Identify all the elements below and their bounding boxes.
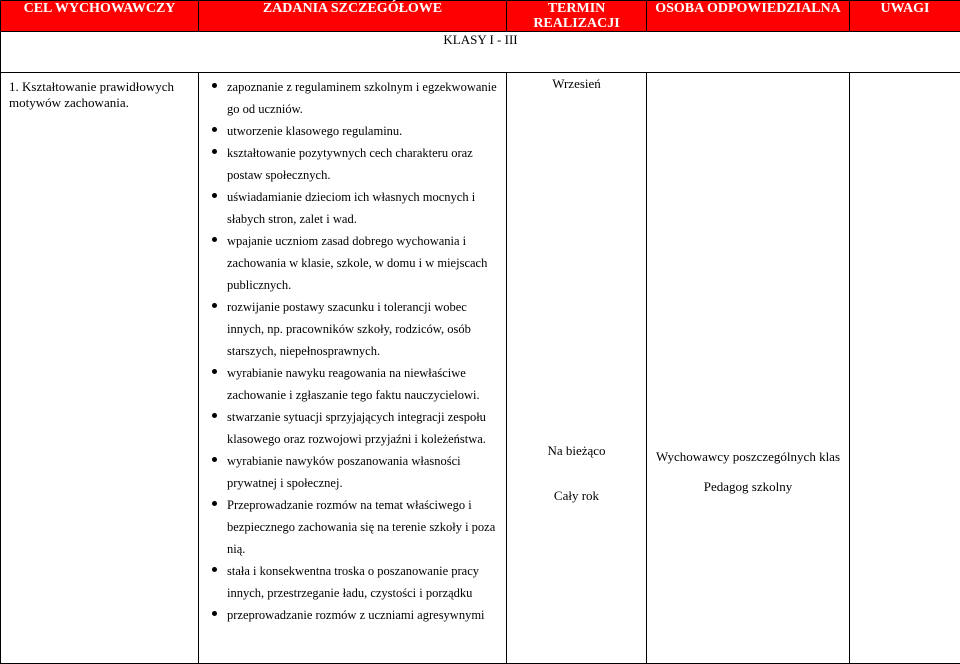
uwagi-cell [850,73,960,664]
list-item: stała i konsekwentna troska o poszanowanie pracy innych, przestrzeganie ładu, czystości i porządku [199,560,506,604]
table-row [1,73,960,664]
list-item: przeprowadzanie rozmów z uczniami agresywnymi [199,604,506,626]
list-item: stwarzanie sytuacji sprzyjających integracji zespołu klasowego oraz rozwojowi przyjaźni i koleżeństwa. [199,406,506,450]
list-item: uświadamianie dzieciom ich własnych mocnych i słabych stron, zalet i wad. [199,186,506,230]
termin-cell [507,73,647,664]
header-cel-wychowawczy: CEL WYCHOWAWCZY [1,1,199,32]
class-range-row [1,32,960,73]
termin-all-year: Cały rok [507,473,646,518]
list-item: kształtowanie pozytywnych cech charakteru oraz postaw społecznych. [199,142,506,186]
responsible-cell [647,73,850,664]
list-item: wyrabianie nawyków poszanowania własności prywatnej i społecznej. [199,450,506,494]
header-uwagi: UWAGI [850,1,960,32]
header-zadania-szczegolowe: ZADANIA SZCZEGÓŁOWE [199,1,507,32]
list-item: utworzenie klasowego regulaminu. [199,120,506,142]
class-range-cell [1,32,960,73]
responsible-line-2: Pedagog szkolny [647,472,849,502]
class-range-label: KLASY I - III [443,32,517,48]
list-item: zapoznanie z regulaminem szkolnym i egzekwowanie go od uczniów. [199,76,506,120]
responsible-block [647,442,849,502]
tasks-cell [199,73,507,664]
goal-cell: 1. Kształtowanie prawidłowych motywów zachowania. [1,73,199,664]
termin-first: Wrzesień [507,76,646,92]
list-item: wpajanie uczniom zasad dobrego wychowania i zachowania w klasie, szkole, w domu i w miejscach publicznych. [199,230,506,296]
list-item: wyrabianie nawyku reagowania na niewłaściwe zachowanie i zgłaszanie tego faktu nauczycielowi. [199,362,506,406]
header-osoba-odpowiedzialna: OSOBA ODPOWIEDZIALNA [647,1,850,32]
responsible-line-1: Wychowawcy poszczególnych klas [647,442,849,472]
termin-ongoing: Na bieżąco [507,428,646,473]
task-list [199,73,506,626]
table-header-row [1,1,960,32]
header-termin-realizacji: TERMIN REALIZACJI [507,1,647,32]
list-item: rozwijanie postawy szacunku i tolerancji wobec innych, np. pracowników szkoły, rodziców, osób starszych, niepełnosprawnych. [199,296,506,362]
list-item: Przeprowadzanie rozmów na temat właściwego i bezpiecznego zachowania się na terenie szkoły i poza nią. [199,494,506,560]
termin-ongoing-block [507,428,646,518]
